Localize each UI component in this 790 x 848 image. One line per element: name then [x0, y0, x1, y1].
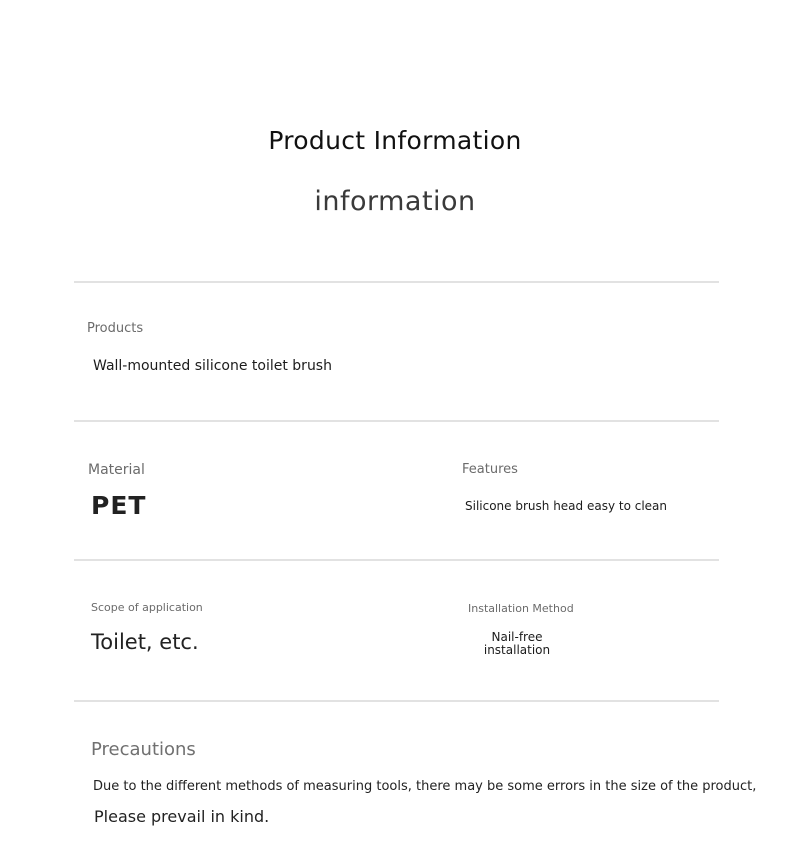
installation-value: Nail-free installation	[483, 630, 551, 657]
installation-label: Installation Method	[468, 602, 574, 615]
products-value: Wall-mounted silicone toilet brush	[93, 358, 332, 374]
features-label: Features	[462, 462, 518, 477]
scope-label: Scope of application	[91, 601, 203, 614]
divider	[74, 559, 719, 561]
divider	[74, 281, 719, 283]
divider	[74, 700, 719, 702]
page-subtitle: information	[314, 186, 476, 217]
divider	[74, 420, 719, 422]
precautions-label: Precautions	[91, 739, 196, 760]
features-value: Silicone brush head easy to clean	[465, 499, 668, 513]
scope-value: Toilet, etc.	[91, 630, 199, 654]
material-label: Material	[88, 462, 145, 478]
page-title: Product Information	[268, 126, 522, 155]
material-value: PET	[91, 491, 147, 520]
precautions-text: Please prevail in kind.	[94, 807, 270, 826]
products-label: Products	[87, 321, 144, 336]
precautions-text: Due to the different methods of measuring tools, there may be some errors in the size of the product,	[93, 779, 757, 794]
